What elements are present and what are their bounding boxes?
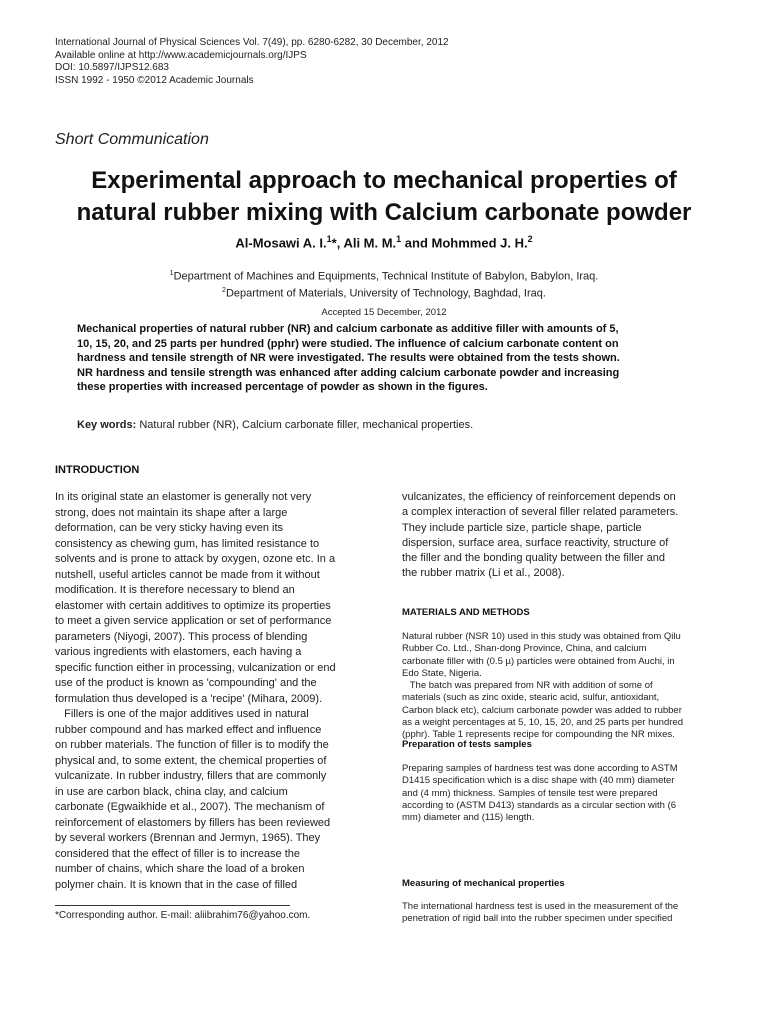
body-line: strong, does not maintain its shape after a large <box>55 506 288 519</box>
author-3: Mohmmed J. H. <box>431 235 528 251</box>
body-line: rubber compound and has marked effect and influence <box>55 723 322 736</box>
body-line: D1415 specification which is a disc shape with (40 mm) diameter <box>402 775 675 787</box>
body-line: Edo State, Nigeria. <box>402 667 482 679</box>
body-line: formulation thus developed is a 'recipe' (Mihara, 2009). <box>55 692 323 705</box>
body-line: consistency as chewing gum, has limited resistance to <box>55 537 320 550</box>
article-type: Short Communication <box>55 131 209 148</box>
body-line: specific function either in processing, vulcanization or end <box>55 661 336 674</box>
introduction-body <box>55 490 375 893</box>
body-line: in use are carbon black, china clay, and calcium <box>55 785 288 798</box>
body-line: elastomer with certain additives to optimize its properties <box>55 599 331 612</box>
abstract-line: 10, 15, 20, and 25 parts per hundred (pphr) were studied. The influence of calcium carbonate content on <box>77 337 619 350</box>
measuring-heading: Measuring of mechanical properties <box>402 878 565 889</box>
keywords-text: Natural rubber (NR), Calcium carbonate filler, mechanical properties. <box>136 419 474 431</box>
keywords-label: Key words: <box>77 419 137 431</box>
body-line: (pphr). Table 1 represents recipe for compounding the NR mixes. <box>402 729 675 741</box>
accepted-date: Accepted 15 December, 2012 <box>321 307 447 318</box>
author-2-affil: 1 <box>396 234 402 244</box>
introduction-heading: INTRODUCTION <box>55 464 140 476</box>
body-line: by several workers (Brennan and Jermyn, 1965). They <box>55 832 321 844</box>
body-line: to meet a given service application or set of performance <box>55 615 332 627</box>
paper-title <box>40 165 728 229</box>
body-line: deformation, can be very sticky having even its <box>55 522 284 534</box>
body-line: carbonate filler with (0.5 µ) particles were obtained from Auchi, in <box>402 655 675 667</box>
abstract-line: NR hardness and tensile strength was enhanced after adding calcium carbonate powder and increasing <box>77 366 620 379</box>
body-line: as a weight percentages at 5, 10, 15, 20, and 25 parts per hundred <box>402 717 683 729</box>
journal-doi: DOI: 10.5897/IJPS12.683 <box>55 62 169 73</box>
body-line: In its original state an elastomer is generally not very <box>55 491 312 503</box>
body-line: vulcanizates, the efficiency of reinforcement depends on <box>402 491 676 503</box>
body-line: solvents and is prone to attack by oxygen, ozone etc. In a <box>55 553 336 565</box>
body-line: mm) diameter and (115) length. <box>402 812 535 824</box>
body-line: the rubber matrix (Li et al., 2008). <box>402 567 565 580</box>
body-line: parameters (Niyogi, 2007). This process of blending <box>55 630 308 643</box>
abstract <box>77 322 699 395</box>
affiliation-1: $^1$Department of Machines and Equipments, Technical Institute of Babylon, Babylon, Iraq. <box>169 270 599 283</box>
body-line: Carbon black etc), calcium carbonate powder was added to rubber <box>402 704 682 716</box>
journal-url: Available online at http://www.academicjournals.org/IJPS <box>55 49 307 61</box>
author-list <box>40 234 728 250</box>
abstract-line: hardness and tensile strength of NR were investigated. The results were obtained from the tests shown. <box>77 352 620 364</box>
footnote-divider <box>55 905 290 906</box>
preparation-body <box>402 763 724 824</box>
body-line: number of chains, which share the load of a broken <box>55 863 305 875</box>
body-line: reinforcement of elastomers by fillers has been reviewed <box>55 816 331 829</box>
body-line: Natural rubber (NSR 10) used in this study was obtained from Qilu <box>402 631 681 642</box>
body-line: physical and, to some extent, the chemical properties of <box>55 754 327 767</box>
body-line: various ingredients with elastomers, each having a <box>55 646 302 658</box>
title-line-1: Experimental approach to mechanical properties of <box>91 167 677 194</box>
body-line: vulcanizate. In rubber industry, fillers that are commonly <box>55 770 327 782</box>
author-2: Ali M. M. <box>343 235 397 251</box>
author-1: Al-Mosawi A. I. <box>235 235 327 251</box>
materials-methods-body <box>402 631 724 742</box>
author-1-affil: 1 <box>326 234 332 244</box>
body-line: The international hardness test is used in the measurement of the <box>402 901 679 912</box>
keywords <box>77 419 699 431</box>
body-line: Rubber Co. Ltd., Shan-dong Province, China, and calcium <box>402 643 647 655</box>
journal-citation: International Journal of Physical Sciences Vol. 7(49), pp. 6280-6282, 30 December, 2012 <box>55 37 449 48</box>
journal-info <box>55 37 449 87</box>
body-line: polymer chain. It is known that in the case of filled <box>55 878 298 891</box>
body-line: use of the product is known as 'compounding' and the <box>55 677 317 689</box>
author-3-affil: 2 <box>527 234 533 244</box>
abstract-line: Mechanical properties of natural rubber (NR) and calcium carbonate as additive filler with amounts of 5, <box>77 323 619 335</box>
body-line: modification. It is therefore necessary to blend an <box>55 584 295 596</box>
body-line: They include particle size, particle shape, particle <box>402 521 642 534</box>
body-line: nutshell, useful articles cannot be made from it without <box>55 568 320 581</box>
introduction-continued <box>402 490 724 582</box>
measuring-body <box>402 901 724 926</box>
corresponding-author-footnote: *Corresponding author. E-mail: aliibrahim76@yahoo.com. <box>55 910 311 921</box>
corresponding-mark: *, <box>331 235 344 251</box>
body-line: Preparing samples of hardness test was done according to ASTM <box>402 763 678 774</box>
title-line-2: natural rubber mixing with Calcium carbonate powder <box>76 199 692 226</box>
body-line: according to (ASTM D413) standards as a circular section with (6 <box>402 799 677 811</box>
affiliation-2: $^2$Department of Materials, University of Technology, Baghdad, Iraq. <box>222 286 546 300</box>
body-line: Fillers is one of the major additives used in natural <box>55 708 309 720</box>
body-line: considered that the effect of filler is to increase the <box>55 847 300 860</box>
abstract-line: these properties with increased percentage of powder as shown in the figures. <box>77 381 488 393</box>
body-line: the filler and the bonding quality between the filler and <box>402 552 665 565</box>
body-line: penetration of rigid ball into the rubber specimen under specified <box>402 913 673 925</box>
body-line: The batch was prepared from NR with addition of some of <box>402 680 653 692</box>
body-line: and (4 mm) thickness. Samples of tensile test were prepared <box>402 787 658 799</box>
body-line: a complex interaction of several filler related parameters. <box>402 506 679 519</box>
body-line: on rubber materials. The function of filler is to modify the <box>55 739 329 751</box>
body-line: materials (such as zinc oxide, stearic acid, sulfur, antioxidant, <box>402 692 660 704</box>
affiliations <box>40 267 728 300</box>
preparation-heading: Preparation of tests samples <box>402 739 532 750</box>
materials-methods-heading: MATERIALS AND METHODS <box>402 607 530 618</box>
author-connector: and <box>401 235 432 251</box>
body-line: dispersion, surface area, surface reactivity, structure of <box>402 536 669 549</box>
body-line: carbonate (Egwaikhide et al., 2007). The mechanism of <box>55 801 325 813</box>
journal-issn: ISSN 1992 - 1950 ©2012 Academic Journals <box>55 74 254 86</box>
